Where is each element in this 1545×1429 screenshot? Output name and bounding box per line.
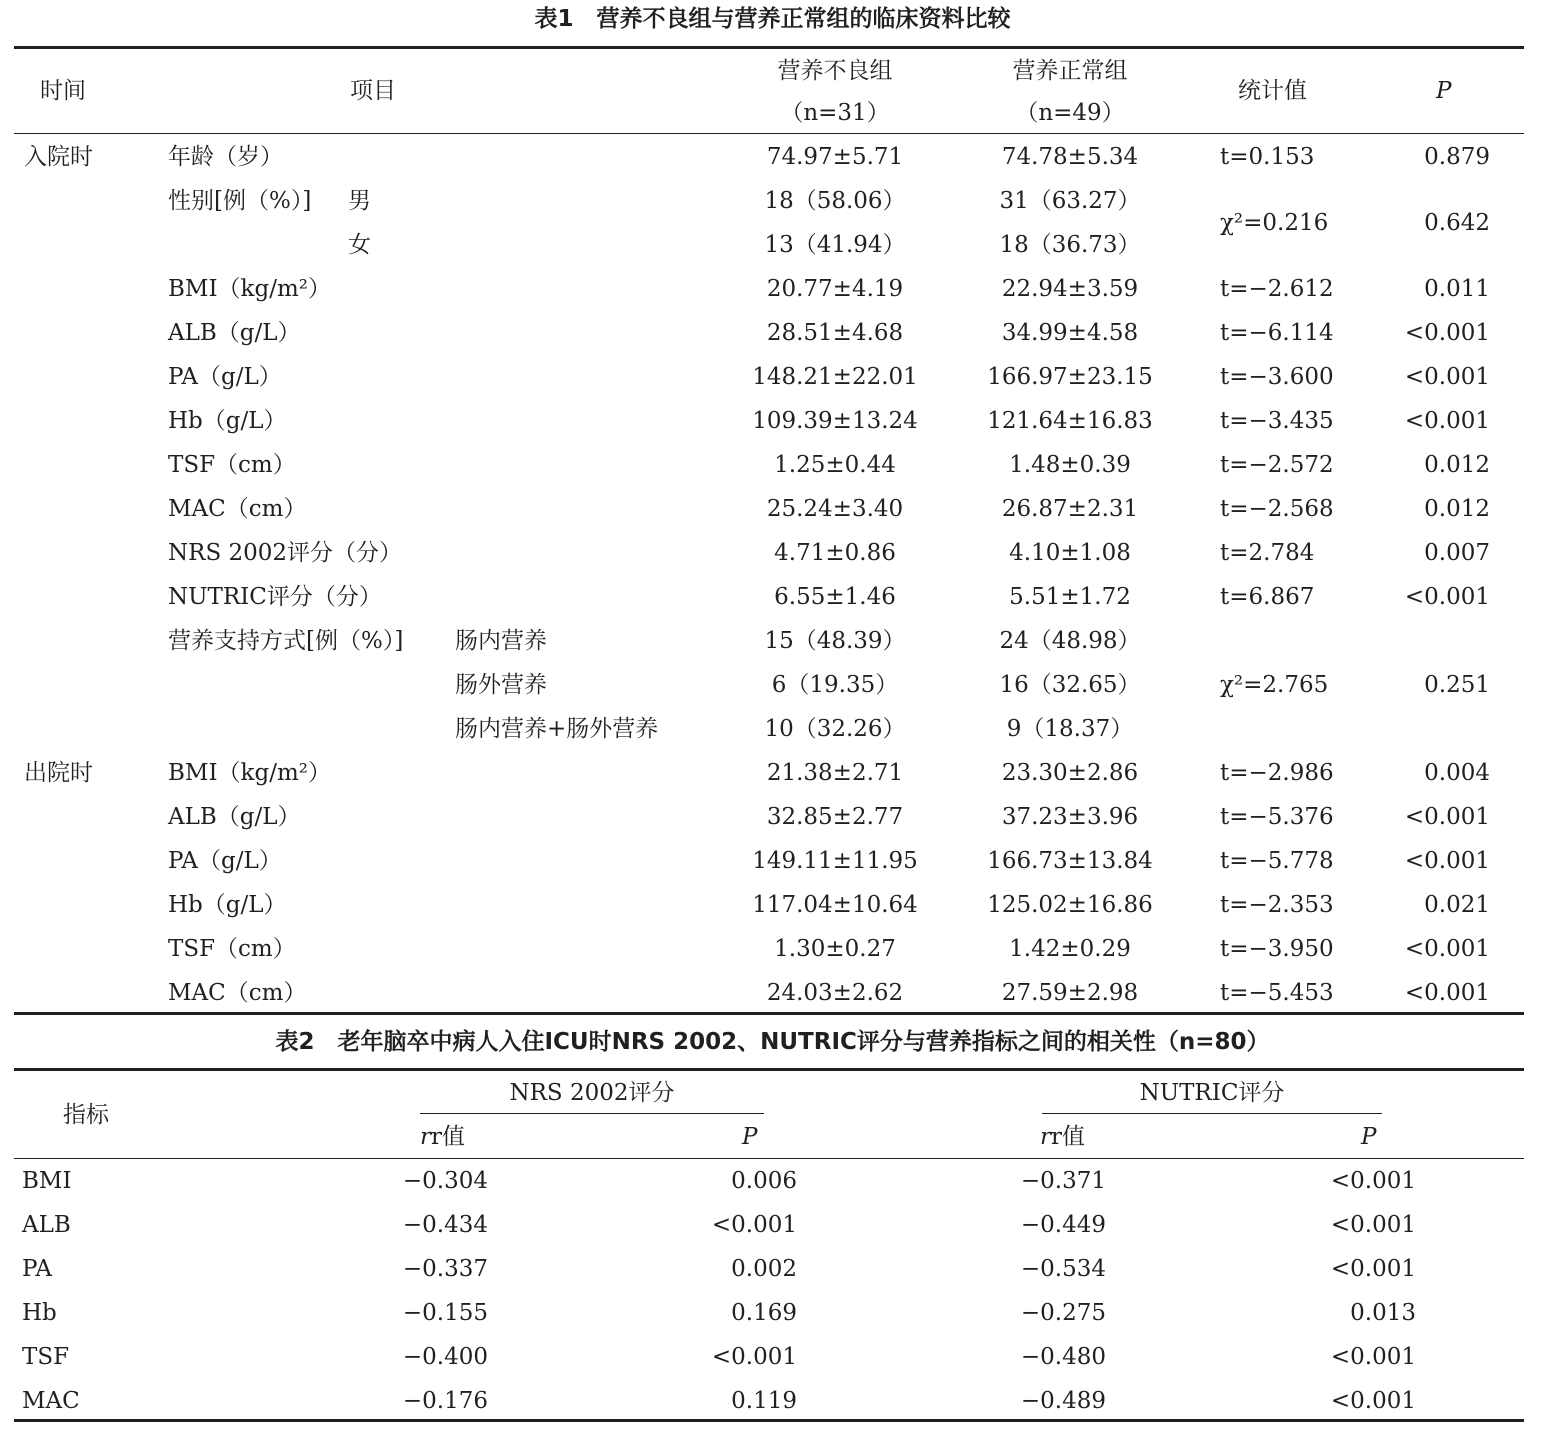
t2-cell-indicator: TSF (22, 1344, 70, 1370)
t1-cell-group1: 18（58.06） (764, 188, 906, 214)
t2-cell-nrs-p: 0.119 (731, 1388, 797, 1414)
t1-cell-item: 年龄（岁） (168, 144, 283, 170)
t2-nrs-r-symbol: r (420, 1124, 431, 1150)
t1-cell-group2: 4.10±1.08 (1009, 540, 1131, 566)
t2-cell-nrs-r: −0.155 (402, 1300, 488, 1326)
t2-header-nrs-r (420, 1126, 465, 1149)
table1-header-rule (14, 133, 1524, 134)
t2-header-nutric-p: P (1361, 1124, 1377, 1150)
t2-cell-nrs-r: −0.337 (402, 1256, 488, 1282)
t2-cell-indicator: ALB (22, 1212, 71, 1238)
t1-cell-p: 0.011 (1424, 276, 1490, 302)
t1-header-group2-n: （n=49） (1015, 100, 1125, 126)
t1-cell-stat: t=0.153 (1220, 144, 1315, 170)
t2-cell-nutric-p: <0.001 (1330, 1344, 1416, 1370)
t1-cell-sub: 肠内营养 (455, 628, 547, 654)
t1-cell-group1: 74.97±5.71 (766, 144, 904, 170)
t1-cell-item: MAC（cm） (168, 980, 307, 1006)
t1-cell-sub: 女 (348, 232, 371, 258)
t1-cell-group2: 18（36.73） (999, 232, 1141, 258)
t1-cell-group2: 5.51±1.72 (1009, 584, 1131, 610)
t1-cell-p: <0.001 (1404, 320, 1490, 346)
t1-cell-sub: 肠外营养 (455, 672, 547, 698)
t1-cell-group1: 32.85±2.77 (766, 804, 904, 830)
t1-cell-p: <0.001 (1404, 364, 1490, 390)
t1-cell-group1: 1.25±0.44 (774, 452, 896, 478)
t1-cell-p: 0.012 (1424, 452, 1490, 478)
t1-cell-group1: 148.21±22.01 (752, 364, 918, 390)
t1-merged-p-support: 0.251 (1424, 672, 1490, 698)
t1-cell-stat: t=−5.376 (1220, 804, 1334, 830)
t2-nutric-span-rule (1042, 1113, 1382, 1114)
t1-cell-group1: 109.39±13.24 (752, 408, 918, 434)
table1-top-rule (14, 46, 1524, 49)
t2-nutric-r-symbol: r (1040, 1124, 1051, 1150)
t1-cell-group1: 117.04±10.64 (752, 892, 918, 918)
t1-cell-stat: t=6.867 (1220, 584, 1315, 610)
t1-cell-item: Hb（g/L） (168, 408, 287, 434)
t1-cell-group2: 37.23±3.96 (1001, 804, 1139, 830)
t1-cell-group2: 27.59±2.98 (1001, 980, 1139, 1006)
t1-cell-stat: t=−3.600 (1220, 364, 1334, 390)
t2-cell-nrs-p: 0.169 (731, 1300, 797, 1326)
t1-cell-stat: t=−2.572 (1220, 452, 1334, 478)
t2-cell-nutric-p: <0.001 (1330, 1388, 1416, 1414)
t2-nrs-r-label: r值 (431, 1124, 465, 1150)
t2-cell-indicator: BMI (22, 1168, 72, 1194)
t1-cell-sub: 男 (348, 188, 371, 214)
t1-cell-time: 入院时 (24, 144, 93, 170)
t2-cell-nutric-r: −0.489 (1020, 1388, 1106, 1414)
t1-merged-stat-support: χ²=2.765 (1220, 672, 1329, 698)
t1-header-stat: 统计值 (1238, 78, 1307, 104)
t2-header-nrs: NRS 2002评分 (509, 1080, 675, 1106)
t2-cell-nrs-p: 0.006 (731, 1168, 797, 1194)
t1-cell-group1: 15（48.39） (764, 628, 906, 654)
t1-cell-item: TSF（cm） (168, 936, 296, 962)
t1-cell-p: 0.879 (1424, 144, 1490, 170)
t2-cell-nutric-r: −0.534 (1020, 1256, 1106, 1282)
t1-cell-group1: 13（41.94） (764, 232, 906, 258)
t1-cell-item: BMI（kg/m²） (168, 760, 331, 786)
t1-merged-p-gender: 0.642 (1424, 210, 1490, 236)
t1-cell-stat: t=−6.114 (1220, 320, 1334, 346)
t1-cell-p: <0.001 (1404, 584, 1490, 610)
t1-cell-group1: 20.77±4.19 (766, 276, 904, 302)
t2-cell-nutric-p: <0.001 (1330, 1256, 1416, 1282)
t1-cell-item: NUTRIC评分（分） (168, 584, 382, 610)
t2-cell-nrs-r: −0.400 (402, 1344, 488, 1370)
t1-cell-group2: 9（18.37） (1006, 716, 1134, 742)
table2-top-rule (14, 1068, 1524, 1071)
t1-header-group2: 营养正常组 (1012, 58, 1128, 84)
t1-cell-group1: 1.30±0.27 (774, 936, 896, 962)
t2-nrs-span-rule (420, 1113, 764, 1114)
t1-cell-p: 0.004 (1424, 760, 1490, 786)
t1-cell-group1: 10（32.26） (764, 716, 906, 742)
t1-cell-group2: 22.94±3.59 (1001, 276, 1139, 302)
t1-cell-stat: t=−2.612 (1220, 276, 1334, 302)
t1-cell-group2: 1.48±0.39 (1009, 452, 1131, 478)
t1-cell-item: 性别[例（%）] (168, 188, 312, 214)
t1-cell-p: <0.001 (1404, 804, 1490, 830)
t1-cell-group2: 166.97±23.15 (987, 364, 1153, 390)
t2-cell-nrs-p: <0.001 (711, 1212, 797, 1238)
t2-cell-nrs-p: 0.002 (731, 1256, 797, 1282)
t1-cell-group2: 74.78±5.34 (1001, 144, 1139, 170)
t2-cell-nutric-p: <0.001 (1330, 1212, 1416, 1238)
t1-cell-p: 0.012 (1424, 496, 1490, 522)
t1-header-group1: 营养不良组 (777, 58, 893, 84)
t2-cell-indicator: Hb (22, 1300, 57, 1326)
t1-cell-group2: 121.64±16.83 (987, 408, 1153, 434)
t1-cell-p: <0.001 (1404, 936, 1490, 962)
t1-cell-group1: 24.03±2.62 (766, 980, 904, 1006)
t1-cell-group2: 34.99±4.58 (1001, 320, 1139, 346)
t2-cell-nrs-r: −0.434 (402, 1212, 488, 1238)
t1-header-item: 项目 (350, 78, 396, 104)
t1-cell-p: <0.001 (1404, 848, 1490, 874)
t1-cell-p: 0.021 (1424, 892, 1490, 918)
t1-cell-group2: 31（63.27） (999, 188, 1141, 214)
t2-cell-nutric-p: <0.001 (1330, 1168, 1416, 1194)
t1-cell-sub: 肠内营养+肠外营养 (455, 716, 659, 742)
t2-header-indicator: 指标 (63, 1102, 109, 1128)
t1-cell-stat: t=−3.435 (1220, 408, 1334, 434)
t1-cell-group1: 25.24±3.40 (766, 496, 904, 522)
t1-cell-group2: 24（48.98） (999, 628, 1141, 654)
t1-cell-item: MAC（cm） (168, 496, 307, 522)
t1-cell-group1: 21.38±2.71 (766, 760, 904, 786)
t2-cell-nrs-p: <0.001 (711, 1344, 797, 1370)
t1-cell-p: 0.007 (1424, 540, 1490, 566)
t2-cell-nrs-r: −0.176 (402, 1388, 488, 1414)
t2-cell-nrs-r: −0.304 (402, 1168, 488, 1194)
t1-cell-item: Hb（g/L） (168, 892, 287, 918)
t2-header-nutric-r (1040, 1126, 1085, 1149)
t2-header-nrs-p: P (742, 1124, 758, 1150)
t1-cell-item: BMI（kg/m²） (168, 276, 331, 302)
t1-cell-time: 出院时 (24, 760, 93, 786)
t2-cell-nutric-r: −0.371 (1020, 1168, 1106, 1194)
t2-nutric-r-label: r值 (1051, 1124, 1085, 1150)
t2-cell-nutric-r: −0.480 (1020, 1344, 1106, 1370)
t1-header-time: 时间 (40, 78, 86, 104)
t1-cell-stat: t=−5.778 (1220, 848, 1334, 874)
t2-cell-indicator: PA (22, 1256, 52, 1282)
t1-cell-item: ALB（g/L） (168, 804, 301, 830)
t1-cell-group2: 16（32.65） (999, 672, 1141, 698)
t1-cell-group1: 149.11±11.95 (752, 848, 918, 874)
t2-cell-indicator: MAC (22, 1388, 80, 1414)
t1-cell-group2: 166.73±13.84 (987, 848, 1153, 874)
t1-cell-item: 营养支持方式[例（%）] (168, 628, 404, 654)
t1-cell-p: <0.001 (1404, 980, 1490, 1006)
table2-bottom-rule (14, 1419, 1524, 1422)
t1-cell-p: <0.001 (1404, 408, 1490, 434)
table1-title: 表1 营养不良组与营养正常组的临床资料比较 (534, 6, 1011, 32)
t1-cell-group1: 4.71±0.86 (774, 540, 896, 566)
table2-header-rule (14, 1158, 1524, 1159)
t1-cell-item: NRS 2002评分（分） (168, 540, 403, 566)
t1-header-p: P (1436, 78, 1452, 104)
t1-cell-group2: 1.42±0.29 (1009, 936, 1131, 962)
t1-cell-stat: t=−2.568 (1220, 496, 1334, 522)
t1-cell-item: PA（g/L） (168, 364, 282, 390)
table2-title: 表2 老年脑卒中病人入住ICU时NRS 2002、NUTRIC评分与营养指标之间的相关性（n=80） (275, 1029, 1270, 1055)
t1-cell-group2: 26.87±2.31 (1001, 496, 1139, 522)
t2-cell-nutric-p: 0.013 (1350, 1300, 1416, 1326)
t1-cell-item: PA（g/L） (168, 848, 282, 874)
table1-bottom-rule (14, 1012, 1524, 1015)
t1-cell-stat: t=−2.353 (1220, 892, 1334, 918)
t2-cell-nutric-r: −0.275 (1020, 1300, 1106, 1326)
t1-cell-group1: 6.55±1.46 (774, 584, 896, 610)
t1-cell-item: TSF（cm） (168, 452, 296, 478)
t1-cell-stat: t=−5.453 (1220, 980, 1334, 1006)
t1-cell-stat: t=2.784 (1220, 540, 1315, 566)
t2-header-nutric: NUTRIC评分 (1139, 1080, 1285, 1106)
t1-merged-stat-gender: χ²=0.216 (1220, 210, 1329, 236)
t1-cell-group1: 6（19.35） (771, 672, 899, 698)
t1-cell-group1: 28.51±4.68 (766, 320, 904, 346)
t1-cell-group2: 23.30±2.86 (1001, 760, 1139, 786)
t1-cell-item: ALB（g/L） (168, 320, 301, 346)
t1-cell-stat: t=−3.950 (1220, 936, 1334, 962)
t1-cell-group2: 125.02±16.86 (987, 892, 1153, 918)
t1-cell-stat: t=−2.986 (1220, 760, 1334, 786)
t1-header-group1-n: （n=31） (780, 100, 890, 126)
t2-cell-nutric-r: −0.449 (1020, 1212, 1106, 1238)
